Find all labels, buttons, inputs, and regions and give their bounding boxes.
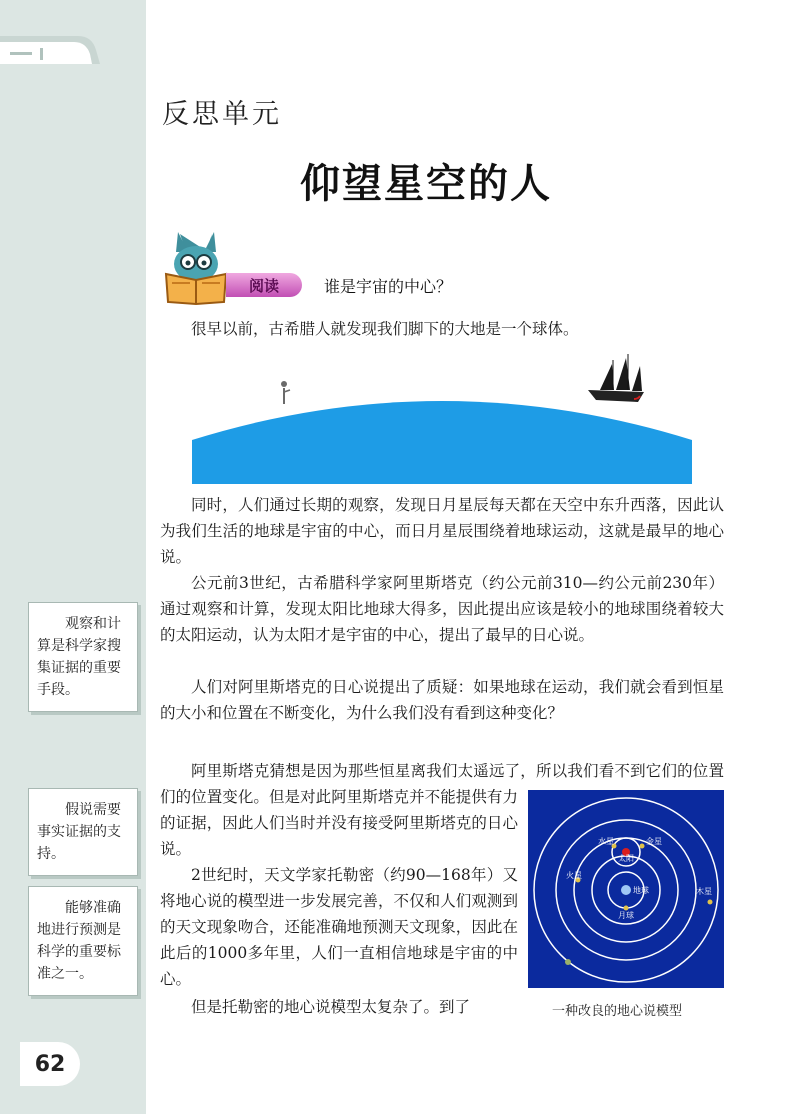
- earth-marker: [621, 885, 631, 895]
- side-note-observation: 观察和计算是科学家搜集证据的重要手段。: [28, 602, 138, 712]
- sun-label: 太阳: [618, 854, 634, 863]
- moon-label: 月球: [618, 911, 634, 920]
- jupiter-label: 木星: [696, 887, 712, 896]
- unit-title: 反思单元: [162, 99, 282, 130]
- mercury-label: 水星: [598, 837, 614, 846]
- earth-label: 地球: [633, 886, 649, 895]
- reading-label: 阅读: [226, 273, 302, 297]
- paragraph-5-continued: 们的位置变化。但是对此阿里斯塔克并不能提供有力的证据，因此人们当时并没有接受阿里斯塔克的日心说。: [160, 788, 518, 858]
- paragraph-4: 人们对阿里斯塔克的日心说提出了质疑：如果地球在运动，我们就会看到恒星的大小和位置在不断变化，为什么我们没有看到这种变化？: [160, 678, 724, 722]
- geocentric-model-diagram: [528, 790, 724, 988]
- outer-star-marker: [565, 959, 571, 965]
- page-title: 仰望星空的人: [300, 161, 552, 207]
- mars-label: 火星: [566, 871, 582, 880]
- paragraph-3: 公元前3世纪，古希腊科学家阿里斯塔克（约公元前310—约公元前230年）通过观察和计算，发现太阳比地球大得多，因此提出应该是较小的地球围绕着较大的太阳运动，认为太阳才是宇宙的中心，提出了最早的日心说。: [160, 574, 724, 644]
- paragraph-6: 2世纪时，天文学家托勒密（约90—168年）又将地心说的模型进一步发展完善，不仅和人们观测到的天文现象吻合，还能准确地预测天文现象，因此在此后的1000多年里，人们一直相信地球是宇宙的中心。: [160, 866, 518, 988]
- venus-marker: [640, 844, 645, 849]
- corner-tab-graphic: [0, 28, 100, 64]
- observer-figure: [281, 381, 290, 404]
- cat-reading-book-icon: [160, 226, 232, 306]
- page-number: 62: [20, 1042, 80, 1086]
- round-earth-illustration: [192, 352, 692, 484]
- paragraph-2: 同时，人们通过长期的观察，发现日月星辰每天都在天空中东升西落，因此认为我们生活的地球是宇宙的中心，而日月星辰围绕着地球运动，这就是最早的地心说。: [160, 496, 724, 566]
- paragraph-5: 阿里斯塔克猜想是因为那些恒星离我们太遥远了，所以我们看不到它们的位置: [191, 762, 724, 780]
- moon-marker: [624, 906, 629, 911]
- sailing-ship-icon: [588, 354, 644, 402]
- jupiter-marker: [708, 900, 713, 905]
- reading-title: 谁是宇宙的中心？: [324, 277, 453, 296]
- paragraph-7: 但是托勒密的地心说模型太复杂了。到了: [191, 998, 471, 1016]
- venus-label: 金星: [646, 837, 662, 846]
- diagram-caption: 一种改良的地心说模型: [552, 1004, 683, 1019]
- earth-surface: [192, 401, 692, 484]
- side-note-prediction: 能够准确地进行预测是科学的重要标准之一。: [28, 886, 138, 996]
- paragraph-1: 很早以前，古希腊人就发现我们脚下的大地是一个球体。: [191, 320, 579, 338]
- side-note-hypothesis: 假说需要事实证据的支持。: [28, 788, 138, 876]
